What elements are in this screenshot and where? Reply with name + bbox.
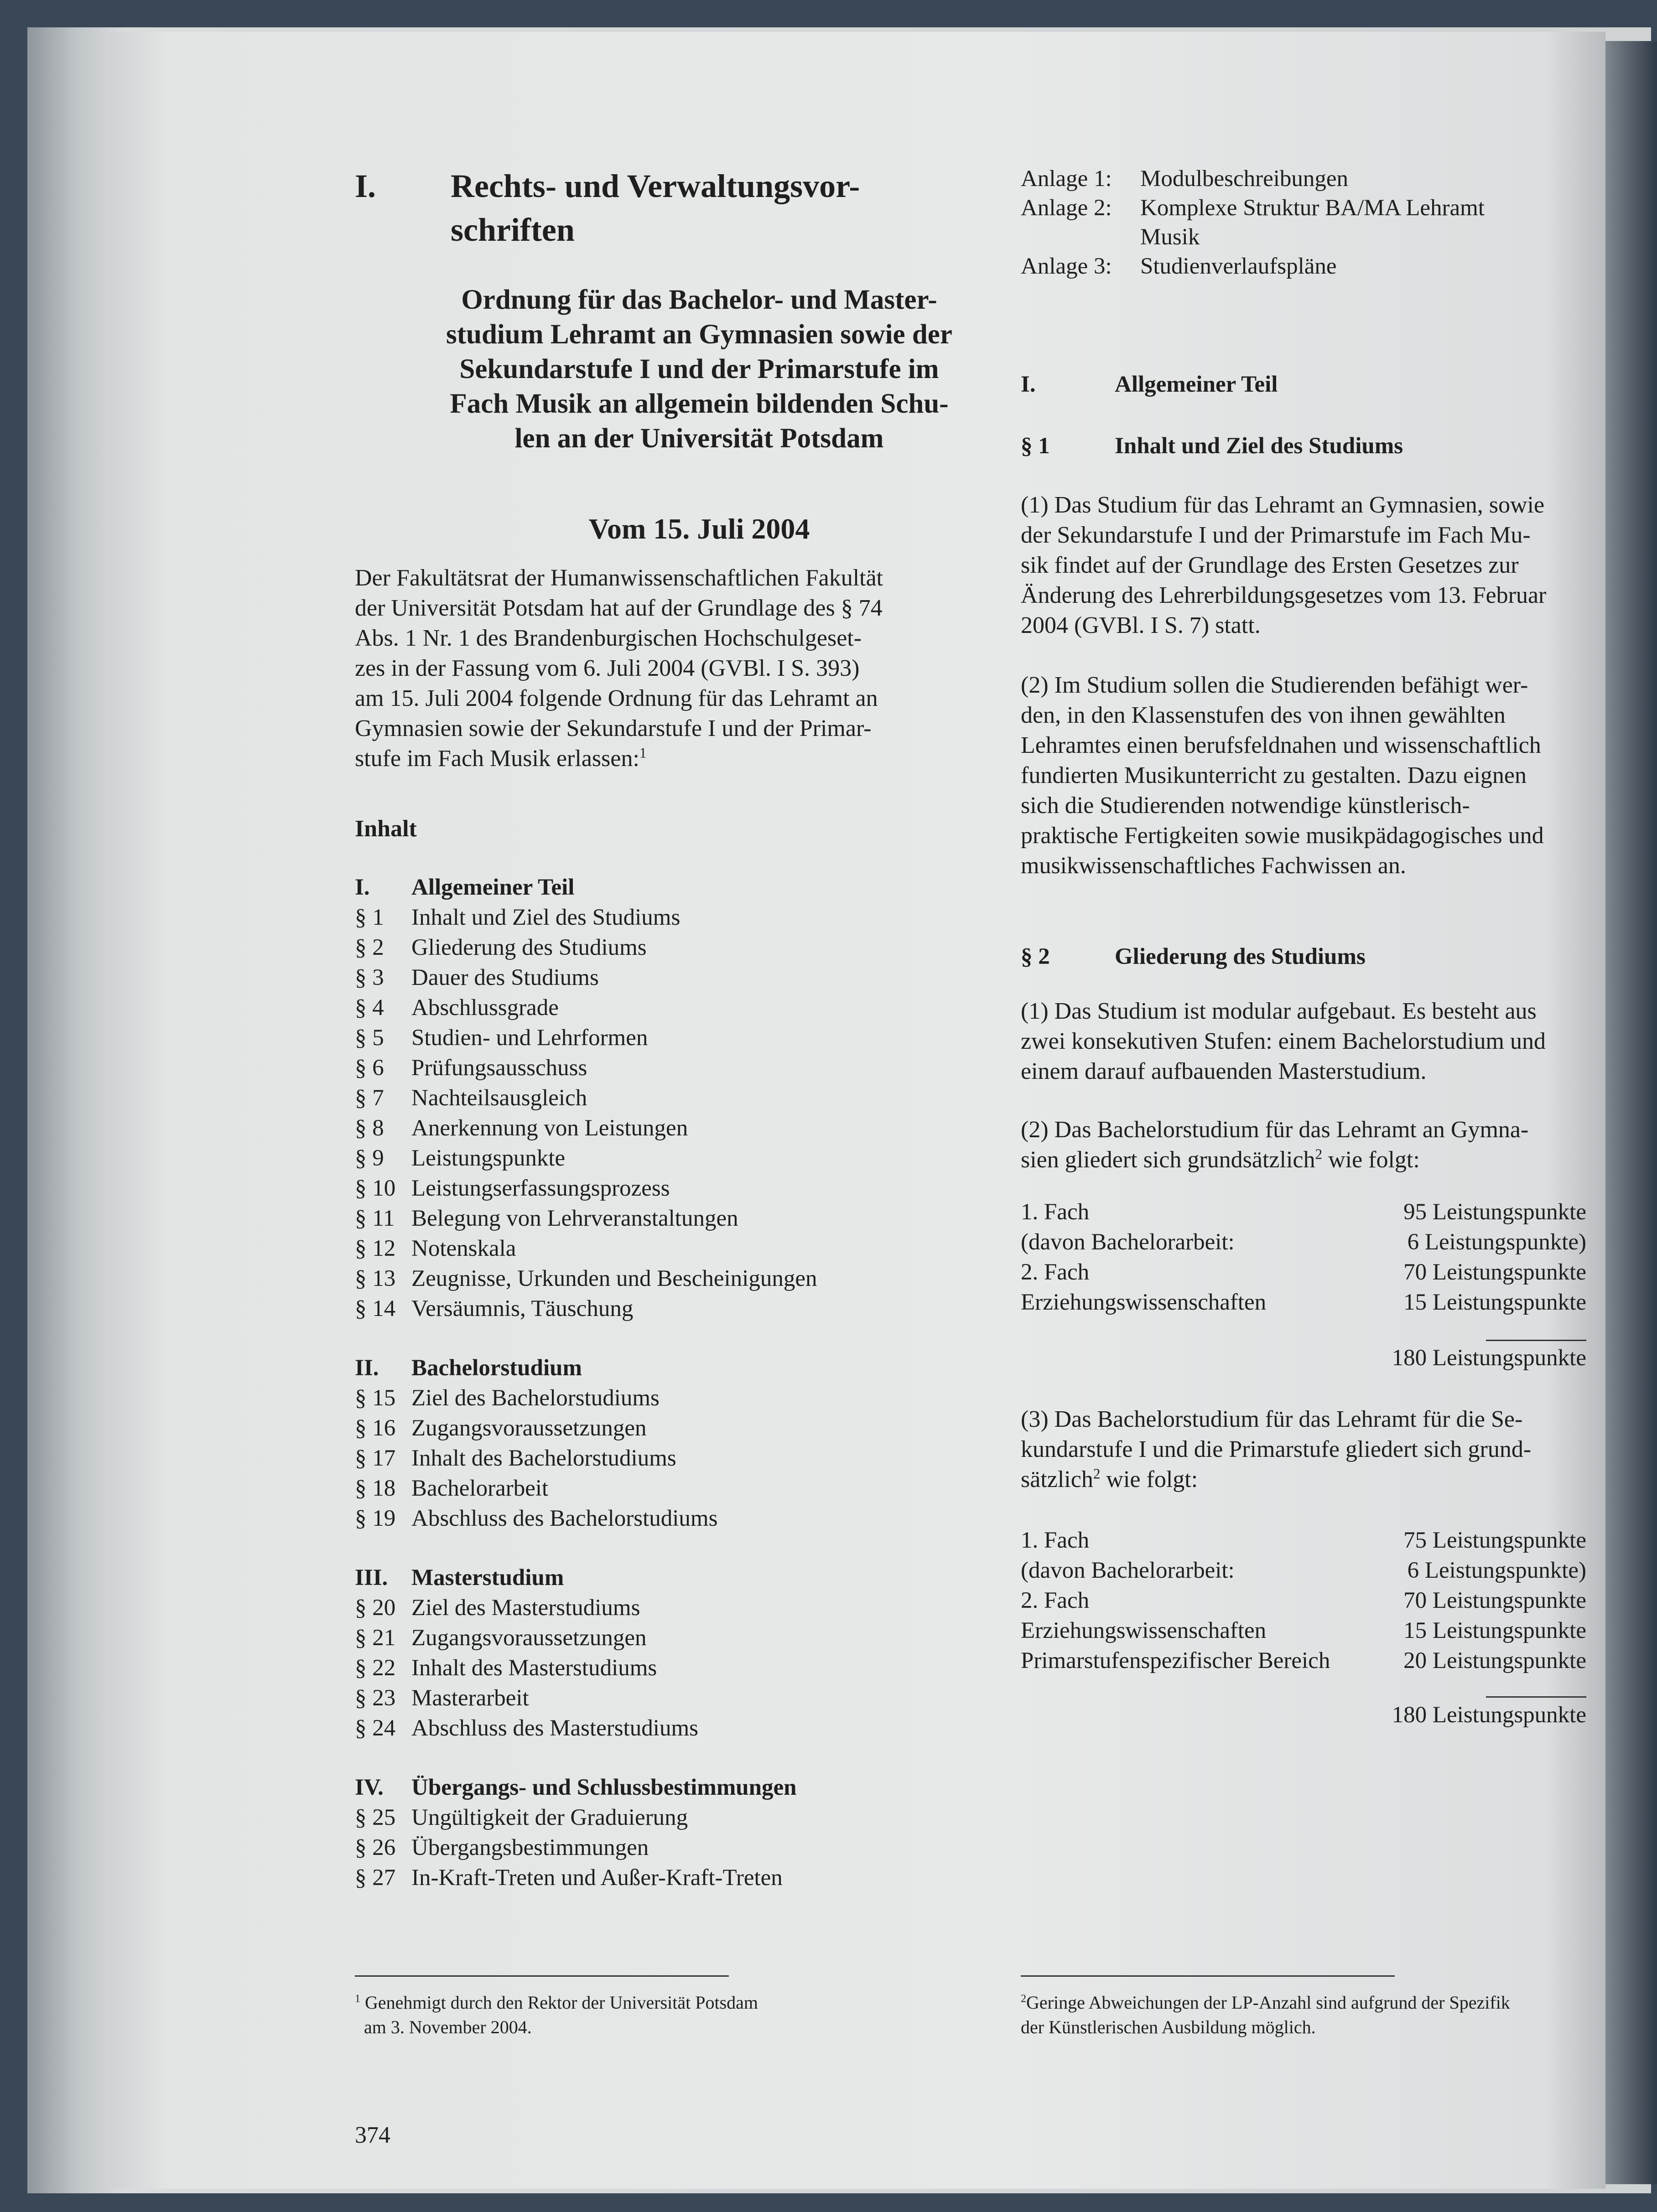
toc-item-title: Belegung von Lehrveranstaltungen (411, 1206, 738, 1231)
footnote-divider (355, 1975, 729, 1977)
toc-item-title: Ziel des Bachelorstudiums (411, 1385, 660, 1411)
toc-item-number: § 12 (355, 1236, 396, 1261)
toc-item-title: Übergangsbestimmungen (411, 1835, 649, 1860)
intro-paragraph: Der Fakultätsrat der Humanwissenschaftlichen Fakultät der Universität Potsdam hat auf der Grundlage des § 74 Abs. 1 Nr. 1 des Brandenburgischen Hochschulgeset- zes in der Fassung vom 6. Juli 2004 (GVBl. I S. 393) am 15. Juli 2004 folgende Ordnung für das Lehramt an Gymnasien sowie der Sekundarstufe I und der Primar- stufe im Fach Musik erlassen:$^1$ (355, 565, 883, 772)
toc-item-number: § 14 (355, 1296, 396, 1321)
toc-item-title: Prüfungsausschuss (411, 1055, 587, 1081)
credit-value: 15 Leistungspunkte (1403, 1290, 1586, 1315)
toc-item-number: § 24 (355, 1715, 396, 1741)
sum-divider-2 (1486, 1696, 1586, 1698)
toc-item-number: § 20 (355, 1595, 396, 1621)
toc-item-title: Gliederung des Studiums (411, 935, 647, 960)
toc-item-title: Abschluss des Masterstudiums (411, 1715, 698, 1741)
credit-row (1021, 1227, 1586, 1257)
toc-item-title: Versäumnis, Täuschung (411, 1296, 634, 1321)
sum-divider-1 (1486, 1340, 1586, 1341)
toc-item-number: § 9 (355, 1145, 384, 1171)
toc-group-number: II. (355, 1355, 379, 1381)
toc-item-number: § 7 (355, 1085, 384, 1111)
credit-row (1021, 1616, 1586, 1646)
toc-item-title: Abschluss des Bachelorstudiums (411, 1506, 718, 1531)
document-date: Vom 15. Juli 2004 (588, 513, 810, 545)
toc-item-number: § 4 (355, 995, 384, 1021)
toc-item-number: § 26 (355, 1835, 396, 1860)
toc-group-number: I. (355, 875, 370, 900)
toc-item-title: Inhalt des Bachelorstudiums (411, 1445, 676, 1471)
toc-item-number: § 8 (355, 1115, 384, 1141)
appendix-item (1021, 223, 1614, 252)
toc-item-title: Ziel des Masterstudiums (411, 1595, 640, 1621)
footnote-ref: 2 (1093, 1466, 1101, 1482)
credit-label: 2. Fach (1021, 1259, 1090, 1285)
credit-value: 70 Leistungspunkte (1403, 1259, 1586, 1285)
appendix-label: Anlage 3: (1021, 254, 1112, 279)
sum-total-2: 180 Leistungspunkte (1392, 1702, 1586, 1728)
section-2-paragraph-2: (2) Das Bachelorstudium für das Lehramt an Gymna- sien gliedert sich grundsätzlich$^2$ wie folgt: (1021, 1117, 1529, 1173)
toc-label: Inhalt (355, 816, 417, 842)
appendix-item (1021, 193, 1614, 223)
toc-item-number: § 10 (355, 1176, 396, 1201)
toc-item-title: Studien- und Lehrformen (411, 1025, 648, 1051)
toc-item-number: § 11 (355, 1206, 395, 1231)
credit-row (1021, 1287, 1586, 1317)
toc-group-number: III. (355, 1565, 388, 1590)
toc-item-title: Bachelorarbeit (411, 1476, 549, 1501)
footnote-2: $^2$Geringe Abweichungen der LP-Anzahl sind aufgrund der Spezifik der Künstlerischen Ausbildung möglich. (1021, 1992, 1510, 2037)
toc-item-title: In-Kraft-Treten und Außer-Kraft-Treten (411, 1865, 783, 1891)
credit-label: (davon Bachelorarbeit: (1021, 1558, 1235, 1583)
footnote-ref: 2 (1315, 1146, 1323, 1162)
credit-value: 15 Leistungspunkte (1403, 1618, 1586, 1643)
section-2-paragraph-1: (1) Das Studium ist modular aufgebaut. Es besteht aus zwei konsekutiven Stufen: einem Bachelorstudium und einem darauf aufbauenden Masterstudium. (1021, 998, 1546, 1084)
credit-value: 20 Leistungspunkte (1403, 1648, 1586, 1673)
toc-item-number: § 16 (355, 1415, 396, 1441)
toc-item-number: § 25 (355, 1805, 396, 1830)
toc-item-title: Anerkennung von Leistungen (411, 1115, 688, 1141)
appendix-title: Studienverlaufspläne (1140, 254, 1337, 279)
credit-label: Erziehungswissenschaften (1021, 1618, 1267, 1643)
toc-item-number: § 2 (355, 935, 384, 960)
toc-item-number: § 23 (355, 1685, 396, 1711)
credit-value: 6 Leistungspunkte) (1407, 1229, 1586, 1255)
toc-item-number: § 6 (355, 1055, 384, 1081)
toc-item-title: Abschlussgrade (411, 995, 559, 1021)
toc-item-number: § 21 (355, 1625, 396, 1651)
credit-row (1021, 1525, 1586, 1555)
section-1-paragraph-1: (1) Das Studium für das Lehramt an Gymnasien, sowie der Sekundarstufe I und der Primarstufe im Fach Mu- sik findet auf der Grundlage des Ersten Gesetzes zur Änderung des Lehrerbildungsgesetzes vom 13. Februar 2004 (GVBl. I S. 7) statt. (1021, 492, 1547, 638)
toc-item-title: Notenskala (411, 1236, 516, 1261)
appendix-title: Musik (1140, 224, 1200, 250)
toc-item-title: Nachteilsausgleich (411, 1085, 587, 1111)
credit-value: 70 Leistungspunkte (1403, 1588, 1586, 1613)
appendix-label: Anlage 1: (1021, 166, 1112, 192)
toc-item-title: Inhalt und Ziel des Studiums (411, 905, 680, 930)
toc-group-title: Bachelorstudium (411, 1355, 582, 1381)
appendix-title: Komplexe Struktur BA/MA Lehramt (1140, 195, 1485, 221)
footnote-1: $^1$ Genehmigt durch den Rektor der Universität Potsdam am 3. November 2004. (355, 1992, 758, 2037)
credit-value: 6 Leistungspunkte) (1407, 1558, 1586, 1583)
credit-label: 2. Fach (1021, 1588, 1090, 1613)
footnote-ref: 1 (639, 745, 647, 761)
toc-group-title: Masterstudium (411, 1565, 564, 1590)
section-1-paragraph-2: (2) Im Studium sollen die Studierenden befähigt wer- den, in den Klassenstufen des von ihnen gewählten Lehramtes einen berufsfeldnahen und wissenschaftlich fundierten Musikunterricht zu gestalten. Dazu eignen sich die Studierenden notwendige künstlerisch- praktische Fertigkeiten sowie musikpädagogisches und musikwissenschaftliches Fachwissen an. (1021, 672, 1544, 879)
toc-group-title: Allgemeiner Teil (411, 875, 575, 900)
toc-item-number: § 5 (355, 1025, 384, 1051)
document-title: Ordnung für das Bachelor- und Master- studium Lehramt an Gymnasien sowie der Sekundarstufe I und der Primarstufe im Fach Musik an allgemein bildenden Schu- len an der Universität Potsdam (446, 285, 952, 454)
credit-row (1021, 1646, 1586, 1676)
credit-label: (davon Bachelorarbeit: (1021, 1229, 1235, 1255)
toc-item-title: Leistungserfassungsprozess (411, 1176, 670, 1201)
page-number: 374 (355, 2122, 390, 2148)
toc-item-title: Dauer des Studiums (411, 965, 599, 990)
footnote-divider (1021, 1975, 1395, 1977)
toc-item-title: Masterarbeit (411, 1685, 529, 1711)
credit-label: 1. Fach (1021, 1199, 1090, 1225)
toc-item-title: Zugangsvoraussetzungen (411, 1415, 647, 1441)
credit-value: 75 Leistungspunkte (1403, 1528, 1586, 1553)
toc-item-number: § 19 (355, 1506, 396, 1531)
section-number: I. (355, 168, 376, 204)
toc-item-title: Leistungspunkte (411, 1145, 566, 1171)
toc-item-title: Zeugnisse, Urkunden und Bescheinigungen (411, 1266, 817, 1291)
credit-label: 1. Fach (1021, 1528, 1090, 1553)
appendix-title: Modulbeschreibungen (1140, 166, 1349, 192)
document-page: I. Rechts- und Verwaltungsvor- schriften Ordnung für das Bachelor- und Master- studium Lehramt an Gymnasien sowie der Sekundarstufe I und der Primarstufe im Fach Musik an allgemein bildenden Schu- len an der Universität Potsdam Vom 15. Juli 2004 Der Fakultätsrat der Humanwissenschaftlichen Fakultät der Universität Potsdam hat auf der Grundlage des § 74 Abs. 1 Nr. 1 des Brandenburgischen Hochschulgeset- zes in der Fassung vom 6. Juli 2004 (GVBl. I S. 393) am 15. Juli 2004 folgende Ordnung für das Lehramt an Gymnasien sowie der Sekundarstufe I und der Primar- stufe im Fach Musik erlassen:$^1$ Inhalt I. Allgemeiner Teil § 1 Inhalt und Ziel des Studiums § 2 Gliederung des Studiums § 3 Dauer des Studiums § 4 Abschlussgrade § 5 Studien- und Lehrformen § 6 Prüfungsausschuss § 7 Nachteilsausgleich § 8 Anerkennung von Leistungen § 9 Leistungspunkte § 10 Leistungserfassungsprozess § 11 Belegung von Lehrveranstaltungen § 12 Notenskala § 13 Zeugnisse, Urkunden und Bescheinigungen § 14 Versäumnis, Täuschung II. Bachelorstudium § 15 Ziel des Bachelorstudiums § 16 Zugangsvoraussetzungen § 17 Inhalt des Bachelorstudiums § 18 Bachelorarbeit § 19 Abschluss des Bachelorstudiums III. Masterstudium § 20 Ziel des Masterstudiums § 21 Zugangsvoraussetzungen § 22 Inhalt des Masterstudiums § 23 Masterarbeit § 24 Abschluss des Masterstudiums IV. Übergangs- und Schlussbestimmungen § 25 Ungültigkeit der Graduierung § 26 Übergangsbestimmungen § 27 In-Kraft-Treten und Außer-Kraft-Treten $^1$ Genehmigt durch den Rektor der Universität Potsdam am 3. November 2004. 374 Anlage 1: Modulbeschreibungen Anlage 2: Komplexe Struktur BA/MA Lehramt Musik Anlage 3: Studienverlaufspläne I. Allgemeiner Teil § 1 Inhalt und Ziel des Studiums (1) Das Studium für das Lehramt an Gymnasien, sowie der Sekundarstufe I und der Primarstufe im Fach Mu- sik findet auf der Grundlage des Ersten Gesetzes zur Änderung des Lehrerbildungsgesetzes vom 13. Februar 2004 (GVBl. I S. 7) statt. (2) Im Studium sollen die Studierenden befähigt wer- den, in den Klassenstufen des von ihnen gewählten Lehramtes einen berufsfeldnahen und wissenschaftlich fundierten Musikunterricht zu gestalten. Dazu eignen sich die Studierenden notwendige künstlerisch- praktische Fertigkeiten sowie musikpädagogisches und musikwissenschaftliches Fachwissen an. § 2 Gliederung des Studiums (1) Das Studium ist modular aufgebaut. Es besteht aus zwei konsekutiven Stufen: einem Bachelorstudium und einem darauf aufbauenden Masterstudium. (2) Das Bachelorstudium für das Lehramt an Gymna- sien gliedert sich grundsätzlich$^2$ wie folgt: 1. Fach 95 Leistungspunkte (davon Bachelorarbeit: 6 Leistungspunkte) 2. Fach 70 Leistungspunkte Erziehungswissenschaften 15 Leistungspunkte 180 Leistungspunkte (3) Das Bachelorstudium für das Lehramt für die Se- kundarstufe I und die Primarstufe gliedert sich grund- sätzlich$^2$ wie folgt: 1. Fach 75 Leistungspunkte (davon Bachelorarbeit: 6 Leistungspunkte) 2. Fach 70 Leistungspunkte Erziehungswissenschaften 15 Leistungspunkte Primarstufenspezifischer Bereich 20 Leistungspunkte 180 Leistungspunkte $^2$Geringe Abweichungen der LP-Anzahl sind aufgrund der Spezifik der Künstlerischen Ausbildung möglich. (109, 32, 1605, 2189)
credit-row (1021, 1555, 1586, 1585)
toc-group-number: IV. (355, 1775, 384, 1800)
credit-value: 95 Leistungspunkte (1403, 1199, 1586, 1225)
toc-item-number: § 13 (355, 1266, 396, 1291)
toc-item-number: § 15 (355, 1385, 396, 1411)
toc-item-title: Ungültigkeit der Graduierung (411, 1805, 688, 1830)
toc-group-title: Übergangs- und Schlussbestimmungen (411, 1775, 797, 1800)
toc-item-title: Inhalt des Masterstudiums (411, 1655, 657, 1681)
sum-total-1: 180 Leistungspunkte (1392, 1345, 1586, 1371)
toc-item-number: § 1 (355, 905, 384, 930)
toc-item-number: § 18 (355, 1476, 396, 1501)
toc-item-number: § 22 (355, 1655, 396, 1681)
appendix-item (1021, 252, 1614, 281)
credit-row (1021, 1585, 1586, 1616)
toc-item-number: § 3 (355, 965, 384, 990)
credit-row (1021, 1197, 1586, 1227)
section-title: Rechts- und Verwaltungsvor- schriften (451, 168, 860, 248)
appendix-item (1021, 164, 1614, 193)
credit-row (1021, 1257, 1586, 1287)
appendix-label: Anlage 2: (1021, 195, 1112, 221)
book-cover-edge (1605, 41, 1657, 2184)
credit-label: Primarstufenspezifischer Bereich (1021, 1648, 1330, 1673)
section-2-paragraph-3: (3) Das Bachelorstudium für das Lehramt für die Se- kundarstufe I und die Primarstufe gliedert sich grund- sätzlich$^2$ wie folgt: (1021, 1406, 1532, 1492)
toc-item-title: Zugangsvoraussetzungen (411, 1625, 647, 1651)
toc-item-number: § 27 (355, 1865, 396, 1891)
credit-label: Erziehungswissenschaften (1021, 1290, 1267, 1315)
toc-item-number: § 17 (355, 1445, 396, 1471)
